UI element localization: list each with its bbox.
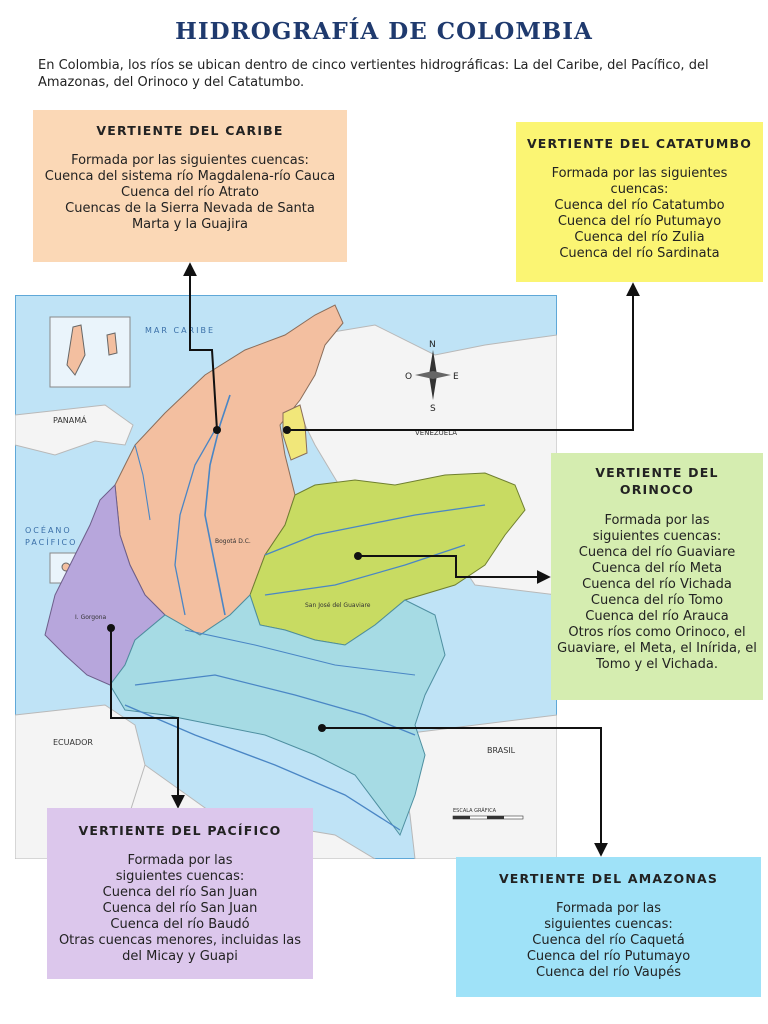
label-pacifico: PACÍFICO [25,538,78,547]
label-ecuador: ECUADOR [53,738,93,747]
box-title: VERTIENTE DEL ORINOCO [595,465,719,497]
box-line: Cuenca del río Vichada [582,577,732,592]
box-line: Cuenca del río Arauca [585,609,729,624]
box-title: VERTIENTE DEL AMAZONAS [498,871,719,886]
compass-n: N [429,340,436,350]
box-line: Cuencas de la Sierra Nevada de Santa Marta y la Guajira [65,201,315,232]
box-line: Cuenca del río Zulia [574,230,705,245]
box-line: Cuenca del río Sardinata [559,246,720,261]
box-line: Cuenca del río Caquetá [532,933,685,948]
box-line: Otros ríos como Orinoco, el Guaviare, el Meta, el Inírida, el Tomo y el Vichada. [557,625,757,672]
colombia-map [15,295,557,859]
compass-e: E [453,372,459,382]
compass-o: O [405,372,413,382]
box-line: Cuenca del río San Juan [102,885,258,900]
compass-s: S [430,404,436,414]
label-venezuela: VENEZUELA [415,429,458,437]
box-line: Cuenca del río Atrato [121,185,259,200]
providencia-island [107,333,117,355]
label-oceano: OCÉANO [25,526,72,535]
label-panama: PANAMÁ [53,416,87,425]
box-line: Cuenca del río San Juan [102,901,258,916]
box-intro: Formada por las siguientes cuencas: [551,166,728,197]
box-title: VERTIENTE DEL CATATUMBO [526,136,753,151]
box-line: Cuenca del río Putumayo [557,214,722,229]
box-intro: Formada por las siguientes cuencas: [592,513,722,544]
box-line: Cuenca del río Putumayo [526,949,691,964]
label-gorgona: I. Gorgona [75,614,107,621]
box-title: VERTIENTE DEL CARIBE [96,123,284,138]
box-line: Otras cuencas menores, incluidas las del Micay y Guapi [58,933,302,964]
label-escala: ESCALA GRÁFICA [453,808,496,814]
box-intro: Formada por las siguientes cuencas: [544,901,673,932]
box-intro: Formada por las siguientes cuencas: [71,153,309,168]
label-san-jose: San José del Guaviare [305,602,371,609]
vertiente-orinoco-box [551,453,763,700]
box-line: Cuenca del río Catatumbo [554,198,725,213]
box-line: Cuenca del río Vaupés [536,965,681,980]
san-andres-inset [50,317,130,387]
box-line: Cuenca del río Guaviare [578,545,736,560]
vertiente-catatumbo-box [516,122,763,282]
page-title: HIDROGRAFÍA DE COLOMBIA [175,18,593,45]
vertiente-pacifico-box [47,808,313,979]
box-line: Cuenca del río Baudó [110,917,250,932]
vertiente-amazonas-box [456,857,761,997]
label-bogota: Bogotá D.C. [215,538,251,545]
intro-text: En Colombia, los ríos se ubican dentro de cinco vertientes hidrográficas: La del Caribe, del Pacífico, del Amazonas, del Orinoco y del Catatumbo. [38,58,709,90]
box-intro: Formada por las siguientes cuencas: [115,853,245,884]
label-brasil: BRASIL [487,746,516,755]
box-line: Cuenca del río Tomo [590,593,724,608]
box-line: Cuenca del sistema río Magdalena-río Cauca [44,169,336,184]
box-line: Cuenca del río Meta [591,561,723,576]
box-title: VERTIENTE DEL PACÍFICO [78,823,282,838]
vertiente-caribe-box [33,110,347,262]
label-mar-caribe: MAR CARIBE [145,326,215,335]
